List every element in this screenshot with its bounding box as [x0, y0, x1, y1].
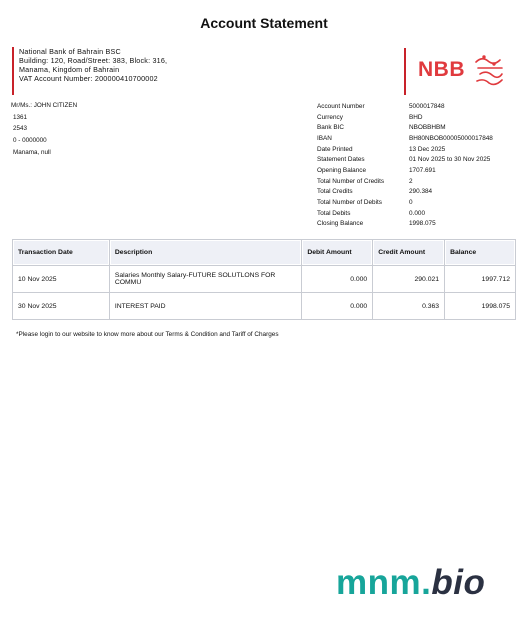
- bank-address-line: Building: 120, Road/Street: 383, Block: 316,: [19, 56, 168, 65]
- table-row: [13, 293, 516, 320]
- summary-label: Total Number of Credits: [317, 177, 385, 185]
- summary-label: Account Number: [317, 102, 365, 110]
- arabic-logo-icon: [472, 52, 506, 88]
- transaction-description: INTEREST PAID: [109, 293, 302, 320]
- summary-row: [317, 187, 493, 198]
- customer-address-line: 1361: [13, 113, 28, 121]
- summary-label: Currency: [317, 113, 343, 121]
- summary-row: [317, 154, 493, 165]
- nbb-logo: [404, 48, 506, 95]
- watermark-part: mnm.: [336, 563, 432, 602]
- table-header-row: [13, 240, 516, 266]
- debit-amount: 0.000: [302, 293, 373, 320]
- summary-row: [317, 133, 493, 144]
- summary-value: 5000017848: [409, 102, 445, 110]
- transaction-date: 30 Nov 2025: [13, 293, 110, 320]
- customer-address-line: 2543: [13, 125, 28, 133]
- summary-label: Total Number of Debits: [317, 199, 382, 207]
- summary-value: 0.000: [409, 209, 425, 217]
- bank-address-line: Manama, Kingdom of Bahrain: [19, 65, 120, 74]
- summary-label: Date Printed: [317, 145, 353, 153]
- summary-label: IBAN: [317, 134, 332, 142]
- summary-value: 01 Nov 2025 to 30 Nov 2025: [409, 156, 491, 164]
- customer-name: Mr/Ms.: JOHN CITIZEN: [11, 102, 78, 109]
- summary-value: BHD: [409, 113, 423, 121]
- summary-row: [317, 165, 493, 176]
- bank-address-block: [12, 47, 167, 95]
- account-summary: [317, 101, 493, 229]
- summary-value: BH80NBOB00005000017848: [409, 134, 493, 142]
- summary-label: Bank BIC: [317, 124, 344, 132]
- column-header-date: Transaction Date: [13, 240, 110, 266]
- credit-amount: 290.021: [373, 266, 445, 293]
- transaction-description: Salaries Monthly Salary-FUTURE SOLUTLONS FOR COMMU: [109, 266, 302, 293]
- summary-label: Total Credits: [317, 188, 353, 196]
- summary-row: [317, 122, 493, 133]
- summary-value: 1707.691: [409, 166, 436, 174]
- column-header-description: Description: [109, 240, 302, 266]
- balance-amount: 1998.075: [445, 293, 516, 320]
- column-header-debit: Debit Amount: [302, 240, 373, 266]
- watermark-logo: [336, 563, 485, 603]
- summary-label: Opening Balance: [317, 166, 367, 174]
- summary-label: Closing Balance: [317, 220, 364, 228]
- transactions-table: [12, 239, 516, 320]
- summary-row: [317, 144, 493, 155]
- summary-value: NBOBBHBM: [409, 124, 446, 132]
- summary-label: Total Debits: [317, 209, 351, 217]
- summary-value: 0: [409, 199, 413, 207]
- bank-vat-number: VAT Account Number: 200000410700002: [19, 74, 158, 83]
- logo-text: NBB: [418, 58, 465, 81]
- column-header-credit: Credit Amount: [373, 240, 445, 266]
- summary-row: [317, 176, 493, 187]
- debit-amount: 0.000: [302, 266, 373, 293]
- customer-address-line: 0 - 0000000: [13, 137, 47, 145]
- customer-address-block: [11, 100, 77, 159]
- summary-row: [317, 101, 493, 112]
- summary-value: 1998.075: [409, 220, 436, 228]
- summary-value: 13 Dec 2025: [409, 145, 446, 153]
- summary-value: 290.384: [409, 188, 433, 196]
- summary-row: [317, 208, 493, 219]
- watermark-part: bio: [431, 563, 486, 602]
- column-header-balance: Balance: [445, 240, 516, 266]
- customer-address-line: Manama, null: [13, 148, 51, 156]
- summary-row: [317, 219, 493, 230]
- balance-amount: 1997.712: [445, 266, 516, 293]
- bank-name: National Bank of Bahrain BSC: [19, 47, 121, 56]
- table-row: [13, 266, 516, 293]
- terms-footnote: *Please login to our website to know more about our Terms & Condition and Tariff of Charges: [16, 331, 279, 338]
- summary-row: [317, 197, 493, 208]
- credit-amount: 0.363: [373, 293, 445, 320]
- transaction-date: 10 Nov 2025: [13, 266, 110, 293]
- summary-row: [317, 112, 493, 123]
- summary-value: 2: [409, 177, 413, 185]
- statement-title: Account Statement: [200, 15, 328, 31]
- summary-label: Statement Dates: [317, 156, 365, 164]
